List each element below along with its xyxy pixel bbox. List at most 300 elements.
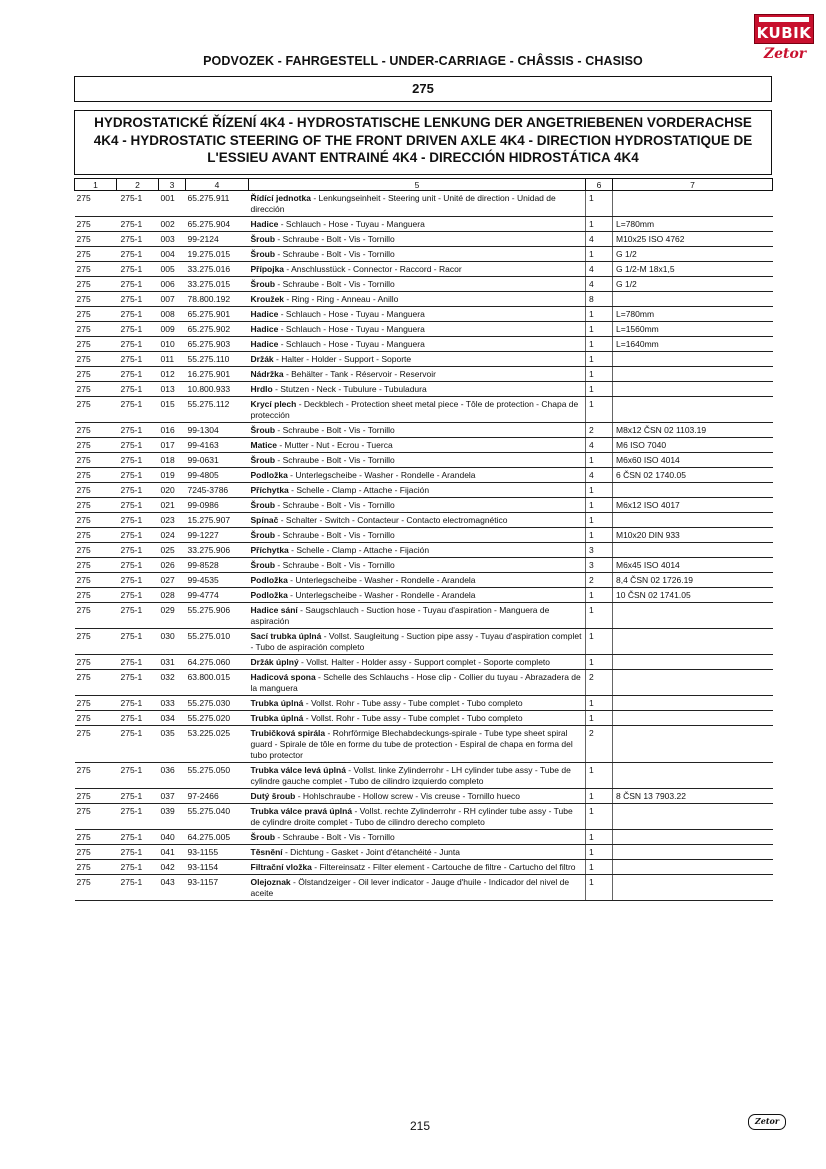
group-cell: 275 xyxy=(75,322,117,337)
quantity-cell: 1 xyxy=(586,655,613,670)
group-cell: 275 xyxy=(75,789,117,804)
table-row xyxy=(75,367,773,382)
description-cell xyxy=(249,860,586,875)
part-name-translations: - Lenkungseinheit - Steering unit - Unité de direction - Unidad de dirección xyxy=(250,193,556,214)
quantity-cell: 1 xyxy=(586,247,613,262)
part-number-cell: 65.275.904 xyxy=(186,217,249,232)
part-name-cz: Olejoznak xyxy=(250,877,291,887)
note-cell xyxy=(613,655,773,670)
parts-table xyxy=(74,178,772,901)
part-name-translations: - Deckblech - Protection sheet metal piece - Tôle de protection - Chapa de protección xyxy=(250,399,579,420)
section-title: PODVOZEK - FAHRGESTELL - UNDER-CARRIAGE - CHÂSSIS - CHASISO xyxy=(203,54,643,68)
part-name-translations: - Anschlusstück - Connector - Raccord - Racor xyxy=(284,264,462,274)
part-number-cell: 55.275.112 xyxy=(186,397,249,423)
part-number-cell: 97-2466 xyxy=(186,789,249,804)
quantity-cell: 1 xyxy=(586,763,613,789)
part-number-cell: 7245-3786 xyxy=(186,483,249,498)
quantity-cell: 4 xyxy=(586,277,613,292)
quantity-cell: 2 xyxy=(586,573,613,588)
description-cell xyxy=(249,217,586,232)
subgroup-cell: 275-1 xyxy=(117,382,159,397)
quantity-cell: 1 xyxy=(586,513,613,528)
group-cell: 275 xyxy=(75,726,117,763)
description-cell xyxy=(249,655,586,670)
part-name-translations: - Vollst. Rohr - Tube assy - Tube complet - Tubo completo xyxy=(303,713,523,723)
note-cell: G 1/2 xyxy=(613,247,773,262)
position-cell: 016 xyxy=(159,423,186,438)
part-number-cell: 55.275.010 xyxy=(186,629,249,655)
subgroup-cell: 275-1 xyxy=(117,629,159,655)
part-name-translations: - Schelle - Clamp - Attache - Fijación xyxy=(288,545,430,555)
position-cell: 034 xyxy=(159,711,186,726)
subgroup-cell: 275-1 xyxy=(117,262,159,277)
subgroup-cell: 275-1 xyxy=(117,483,159,498)
note-cell xyxy=(613,191,773,217)
subgroup-cell: 275-1 xyxy=(117,588,159,603)
part-name-translations: - Mutter - Nut - Ecrou - Tuerca xyxy=(276,440,393,450)
part-name-translations: - Schelle des Schlauchs - Hose clip - Collier du tuyau - Abrazadera de la manguera xyxy=(250,672,581,693)
group-cell: 275 xyxy=(75,696,117,711)
group-cell: 275 xyxy=(75,513,117,528)
subgroup-cell: 275-1 xyxy=(117,789,159,804)
position-cell: 024 xyxy=(159,528,186,543)
description-cell xyxy=(249,789,586,804)
quantity-cell: 3 xyxy=(586,543,613,558)
part-number-cell: 65.275.902 xyxy=(186,322,249,337)
position-cell: 031 xyxy=(159,655,186,670)
group-cell: 275 xyxy=(75,468,117,483)
part-name-cz: Šroub xyxy=(250,249,276,259)
table-row xyxy=(75,763,773,789)
table-row xyxy=(75,588,773,603)
assembly-title-line: L'ESSIEU AVANT ENTRAINÉ 4K4 - DIRECCIÓN HIDROSTÁTICA 4K4 xyxy=(207,150,639,165)
group-cell: 275 xyxy=(75,655,117,670)
assembly-title xyxy=(74,110,772,175)
table-row xyxy=(75,277,773,292)
note-cell: L=1560mm xyxy=(613,322,773,337)
part-name-cz: Hadicová spona xyxy=(250,672,316,682)
note-cell: M6x60 ISO 4014 xyxy=(613,453,773,468)
description-cell xyxy=(249,763,586,789)
group-cell: 275 xyxy=(75,232,117,247)
part-name-cz: Trubka úplná xyxy=(250,713,304,723)
position-cell: 029 xyxy=(159,603,186,629)
description-cell xyxy=(249,670,586,696)
column-header: 4 xyxy=(186,179,249,191)
position-cell: 021 xyxy=(159,498,186,513)
position-cell: 030 xyxy=(159,629,186,655)
description-cell xyxy=(249,352,586,367)
part-number-cell: 55.275.110 xyxy=(186,352,249,367)
part-number-cell: 63.800.015 xyxy=(186,670,249,696)
quantity-cell: 1 xyxy=(586,830,613,845)
part-number-cell: 33.275.015 xyxy=(186,277,249,292)
note-cell: 10 ČSN 02 1741.05 xyxy=(613,588,773,603)
table-row xyxy=(75,789,773,804)
description-cell xyxy=(249,247,586,262)
part-number-cell: 15.275.907 xyxy=(186,513,249,528)
group-cell: 275 xyxy=(75,860,117,875)
note-cell xyxy=(613,629,773,655)
part-name-cz: Hadice xyxy=(250,324,279,334)
description-cell xyxy=(249,573,586,588)
group-cell: 275 xyxy=(75,629,117,655)
quantity-cell: 1 xyxy=(586,528,613,543)
note-cell: G 1/2 xyxy=(613,277,773,292)
description-cell xyxy=(249,558,586,573)
description-cell xyxy=(249,513,586,528)
position-cell: 026 xyxy=(159,558,186,573)
quantity-cell: 4 xyxy=(586,262,613,277)
subgroup-cell: 275-1 xyxy=(117,217,159,232)
part-name-cz: Dutý šroub xyxy=(250,791,296,801)
table-row xyxy=(75,804,773,830)
part-name-cz: Krycí plech xyxy=(250,399,297,409)
table-row xyxy=(75,483,773,498)
footer-zetor-logo: Zetor xyxy=(748,1114,786,1130)
note-cell xyxy=(613,845,773,860)
table-row xyxy=(75,262,773,277)
part-name-translations: - Vollst. rechte Zylinderrohr - RH cylinder tube assy - Tube de cylindre droite complet - Tubo de cilindro derecho completo xyxy=(250,806,573,827)
part-number-cell: 65.275.911 xyxy=(186,191,249,217)
subgroup-cell: 275-1 xyxy=(117,543,159,558)
note-cell: L=780mm xyxy=(613,307,773,322)
part-name-cz: Šroub xyxy=(250,455,276,465)
subgroup-cell: 275-1 xyxy=(117,322,159,337)
position-cell: 036 xyxy=(159,763,186,789)
part-name-cz: Kroužek xyxy=(250,294,285,304)
position-cell: 018 xyxy=(159,453,186,468)
description-cell xyxy=(249,588,586,603)
note-cell: M6x45 ISO 4014 xyxy=(613,558,773,573)
part-name-translations: - Vollst. Rohr - Tube assy - Tube complet - Tubo completo xyxy=(303,698,523,708)
description-cell xyxy=(249,498,586,513)
position-cell: 037 xyxy=(159,789,186,804)
part-name-cz: Šroub xyxy=(250,234,276,244)
description-cell xyxy=(249,629,586,655)
part-name-cz: Příchytka xyxy=(250,485,289,495)
note-cell xyxy=(613,543,773,558)
note-cell xyxy=(613,860,773,875)
group-cell: 275 xyxy=(75,670,117,696)
position-cell: 041 xyxy=(159,845,186,860)
position-cell: 040 xyxy=(159,830,186,845)
parts-table-body xyxy=(75,191,773,901)
group-cell: 275 xyxy=(75,845,117,860)
subgroup-cell: 275-1 xyxy=(117,307,159,322)
table-row xyxy=(75,830,773,845)
subgroup-cell: 275-1 xyxy=(117,367,159,382)
group-cell: 275 xyxy=(75,558,117,573)
table-row xyxy=(75,655,773,670)
subgroup-cell: 275-1 xyxy=(117,513,159,528)
position-cell: 009 xyxy=(159,322,186,337)
group-cell: 275 xyxy=(75,875,117,901)
note-cell xyxy=(613,763,773,789)
description-cell xyxy=(249,322,586,337)
part-number-cell: 99-4163 xyxy=(186,438,249,453)
note-cell: L=1640mm xyxy=(613,337,773,352)
note-cell xyxy=(613,382,773,397)
description-cell xyxy=(249,830,586,845)
part-name-translations: - Schelle - Clamp - Attache - Fijación xyxy=(288,485,430,495)
quantity-cell: 1 xyxy=(586,322,613,337)
part-name-cz: Příchytka xyxy=(250,545,289,555)
group-cell: 275 xyxy=(75,382,117,397)
quantity-cell: 4 xyxy=(586,438,613,453)
description-cell xyxy=(249,696,586,711)
part-number-cell: 99-4805 xyxy=(186,468,249,483)
subgroup-cell: 275-1 xyxy=(117,655,159,670)
table-row xyxy=(75,498,773,513)
part-name-cz: Řídící jednotka xyxy=(250,193,311,203)
subgroup-cell: 275-1 xyxy=(117,352,159,367)
part-name-translations: - Unterlegscheibe - Washer - Rondelle - Arandela xyxy=(287,590,476,600)
description-cell xyxy=(249,262,586,277)
group-cell: 275 xyxy=(75,423,117,438)
table-row xyxy=(75,292,773,307)
quantity-cell: 1 xyxy=(586,696,613,711)
subgroup-cell: 275-1 xyxy=(117,860,159,875)
group-cell: 275 xyxy=(75,711,117,726)
quantity-cell: 3 xyxy=(586,558,613,573)
description-cell xyxy=(249,468,586,483)
group-cell: 275 xyxy=(75,438,117,453)
group-cell: 275 xyxy=(75,337,117,352)
page-number: 215 xyxy=(409,1119,431,1133)
position-cell: 028 xyxy=(159,588,186,603)
description-cell xyxy=(249,307,586,322)
table-row xyxy=(75,453,773,468)
description-cell xyxy=(249,483,586,498)
note-cell xyxy=(613,367,773,382)
position-cell: 011 xyxy=(159,352,186,367)
part-name-cz: Přípojka xyxy=(250,264,285,274)
column-header: 5 xyxy=(249,179,586,191)
subgroup-cell: 275-1 xyxy=(117,763,159,789)
note-cell xyxy=(613,670,773,696)
part-number-cell: 99-4774 xyxy=(186,588,249,603)
part-number-cell: 99-1304 xyxy=(186,423,249,438)
part-number-cell: 65.275.901 xyxy=(186,307,249,322)
quantity-cell: 2 xyxy=(586,423,613,438)
quantity-cell: 1 xyxy=(586,875,613,901)
table-row xyxy=(75,860,773,875)
subgroup-cell: 275-1 xyxy=(117,498,159,513)
table-row xyxy=(75,307,773,322)
note-cell xyxy=(613,804,773,830)
part-name-cz: Šroub xyxy=(250,560,276,570)
note-cell: 8 ČSN 13 7903.22 xyxy=(613,789,773,804)
part-number-cell: 99-0986 xyxy=(186,498,249,513)
group-cell: 275 xyxy=(75,367,117,382)
part-number-cell: 99-4535 xyxy=(186,573,249,588)
part-number-cell: 55.275.906 xyxy=(186,603,249,629)
part-name-cz: Podložka xyxy=(250,590,288,600)
part-name-translations: - Schalter - Switch - Contacteur - Contacto electromagnético xyxy=(278,515,508,525)
quantity-cell: 1 xyxy=(586,307,613,322)
note-cell: 6 ČSN 02 1740.05 xyxy=(613,468,773,483)
subgroup-cell: 275-1 xyxy=(117,247,159,262)
quantity-cell: 1 xyxy=(586,498,613,513)
part-number-cell: 64.275.005 xyxy=(186,830,249,845)
position-cell: 001 xyxy=(159,191,186,217)
position-cell: 035 xyxy=(159,726,186,763)
position-cell: 006 xyxy=(159,277,186,292)
part-name-cz: Hadice xyxy=(250,339,279,349)
group-cell: 275 xyxy=(75,191,117,217)
table-row xyxy=(75,711,773,726)
subgroup-cell: 275-1 xyxy=(117,830,159,845)
quantity-cell: 1 xyxy=(586,789,613,804)
quantity-cell: 2 xyxy=(586,670,613,696)
part-name-translations: - Unterlegscheibe - Washer - Rondelle - Arandela xyxy=(287,470,476,480)
description-cell xyxy=(249,337,586,352)
table-row xyxy=(75,337,773,352)
table-row xyxy=(75,438,773,453)
quantity-cell: 1 xyxy=(586,397,613,423)
description-cell xyxy=(249,423,586,438)
quantity-cell: 1 xyxy=(586,453,613,468)
part-number-cell: 78.800.192 xyxy=(186,292,249,307)
table-row xyxy=(75,513,773,528)
table-row xyxy=(75,382,773,397)
subgroup-cell: 275-1 xyxy=(117,603,159,629)
subgroup-cell: 275-1 xyxy=(117,573,159,588)
group-cell: 275 xyxy=(75,217,117,232)
part-name-cz: Trubičková spirála xyxy=(250,728,326,738)
subgroup-cell: 275-1 xyxy=(117,292,159,307)
group-cell: 275 xyxy=(75,573,117,588)
position-cell: 043 xyxy=(159,875,186,901)
position-cell: 033 xyxy=(159,696,186,711)
group-cell: 275 xyxy=(75,277,117,292)
note-cell: 8,4 ČSN 02 1726.19 xyxy=(613,573,773,588)
part-name-cz: Podložka xyxy=(250,470,288,480)
quantity-cell: 1 xyxy=(586,382,613,397)
part-name-translations: - Halter - Holder - Support - Soporte xyxy=(273,354,412,364)
description-cell xyxy=(249,804,586,830)
description-cell xyxy=(249,453,586,468)
part-name-cz: Šroub xyxy=(250,832,276,842)
part-name-cz: Podložka xyxy=(250,575,288,585)
part-name-cz: Držák xyxy=(250,354,274,364)
quantity-cell: 1 xyxy=(586,337,613,352)
group-cell: 275 xyxy=(75,830,117,845)
group-cell: 275 xyxy=(75,588,117,603)
subgroup-cell: 275-1 xyxy=(117,875,159,901)
group-cell: 275 xyxy=(75,307,117,322)
part-name-cz: Spínač xyxy=(250,515,279,525)
part-name-cz: Hrdlo xyxy=(250,384,273,394)
part-number-cell: 10.800.933 xyxy=(186,382,249,397)
subgroup-cell: 275-1 xyxy=(117,804,159,830)
part-name-translations: - Schlauch - Hose - Tuyau - Manguera xyxy=(278,324,425,334)
position-cell: 004 xyxy=(159,247,186,262)
subgroup-cell: 275-1 xyxy=(117,468,159,483)
subgroup-cell: 275-1 xyxy=(117,528,159,543)
part-name-translations: - Behälter - Tank - Réservoir - Reservoir xyxy=(283,369,436,379)
column-header: 3 xyxy=(159,179,186,191)
quantity-cell: 1 xyxy=(586,367,613,382)
part-number-cell: 99-1227 xyxy=(186,528,249,543)
group-cell: 275 xyxy=(75,804,117,830)
description-cell xyxy=(249,397,586,423)
subgroup-cell: 275-1 xyxy=(117,397,159,423)
description-cell xyxy=(249,711,586,726)
table-row xyxy=(75,629,773,655)
part-name-translations: - Rohrförmige Blechabdeckungs-spirale - Tube type sheet spiral guard - Spirale de tôle en forme du tube de protection - Espiral de chapa en forma del tubo protector xyxy=(250,728,573,760)
note-cell: M8x12 ČSN 02 1103.19 xyxy=(613,423,773,438)
table-row xyxy=(75,423,773,438)
description-cell xyxy=(249,726,586,763)
part-name-translations: - Schraube - Bolt - Vis - Tornillo xyxy=(275,500,395,510)
position-cell: 002 xyxy=(159,217,186,232)
part-number-cell: 99-8528 xyxy=(186,558,249,573)
table-row xyxy=(75,232,773,247)
description-cell xyxy=(249,528,586,543)
part-name-cz: Hadice xyxy=(250,309,279,319)
description-cell xyxy=(249,438,586,453)
part-name-cz: Šroub xyxy=(250,279,276,289)
quantity-cell: 1 xyxy=(586,860,613,875)
part-name-cz: Trubka úplná xyxy=(250,698,304,708)
table-row xyxy=(75,573,773,588)
part-name-translations: - Stutzen - Neck - Tubulure - Tubuladura xyxy=(272,384,427,394)
subgroup-cell: 275-1 xyxy=(117,845,159,860)
table-row xyxy=(75,875,773,901)
description-cell xyxy=(249,367,586,382)
part-name-translations: - Schraube - Bolt - Vis - Tornillo xyxy=(275,425,395,435)
part-name-translations: - Unterlegscheibe - Washer - Rondelle - Arandela xyxy=(287,575,476,585)
subgroup-cell: 275-1 xyxy=(117,337,159,352)
note-cell: M10x20 DIN 933 xyxy=(613,528,773,543)
column-header: 2 xyxy=(117,179,159,191)
part-name-translations: - Hohlschraube - Hollow screw - Vis creuse - Tornillo hueco xyxy=(295,791,520,801)
note-cell: M10x25 ISO 4762 xyxy=(613,232,773,247)
quantity-cell: 1 xyxy=(586,603,613,629)
description-cell xyxy=(249,292,586,307)
quantity-cell: 4 xyxy=(586,232,613,247)
quantity-cell: 8 xyxy=(586,292,613,307)
table-row xyxy=(75,322,773,337)
group-cell: 275 xyxy=(75,483,117,498)
table-row xyxy=(75,352,773,367)
subgroup-cell: 275-1 xyxy=(117,453,159,468)
description-cell xyxy=(249,232,586,247)
description-cell xyxy=(249,603,586,629)
table-header-row xyxy=(75,179,773,191)
part-name-cz: Nádržka xyxy=(250,369,284,379)
part-number-cell: 55.275.030 xyxy=(186,696,249,711)
part-name-cz: Těsnění xyxy=(250,847,283,857)
quantity-cell: 1 xyxy=(586,588,613,603)
part-name-translations: - Schraube - Bolt - Vis - Tornillo xyxy=(275,560,395,570)
part-number-cell: 65.275.903 xyxy=(186,337,249,352)
position-cell: 032 xyxy=(159,670,186,696)
subgroup-cell: 275-1 xyxy=(117,423,159,438)
position-cell: 020 xyxy=(159,483,186,498)
subgroup-cell: 275-1 xyxy=(117,670,159,696)
part-name-translations: - Schraube - Bolt - Vis - Tornillo xyxy=(275,249,395,259)
group-cell: 275 xyxy=(75,352,117,367)
assembly-title-line: HYDROSTATICKÉ ŘÍZENÍ 4K4 - HYDROSTATISCHE LENKUNG DER ANGETRIEBENEN VORDERACHSE xyxy=(94,115,752,130)
column-header: 7 xyxy=(613,179,773,191)
description-cell xyxy=(249,277,586,292)
table-row xyxy=(75,217,773,232)
part-name-cz: Hadice xyxy=(250,219,279,229)
part-name-translations: - Saugschlauch - Suction hose - Tuyau d'aspiration - Manguera de aspiración xyxy=(250,605,550,626)
